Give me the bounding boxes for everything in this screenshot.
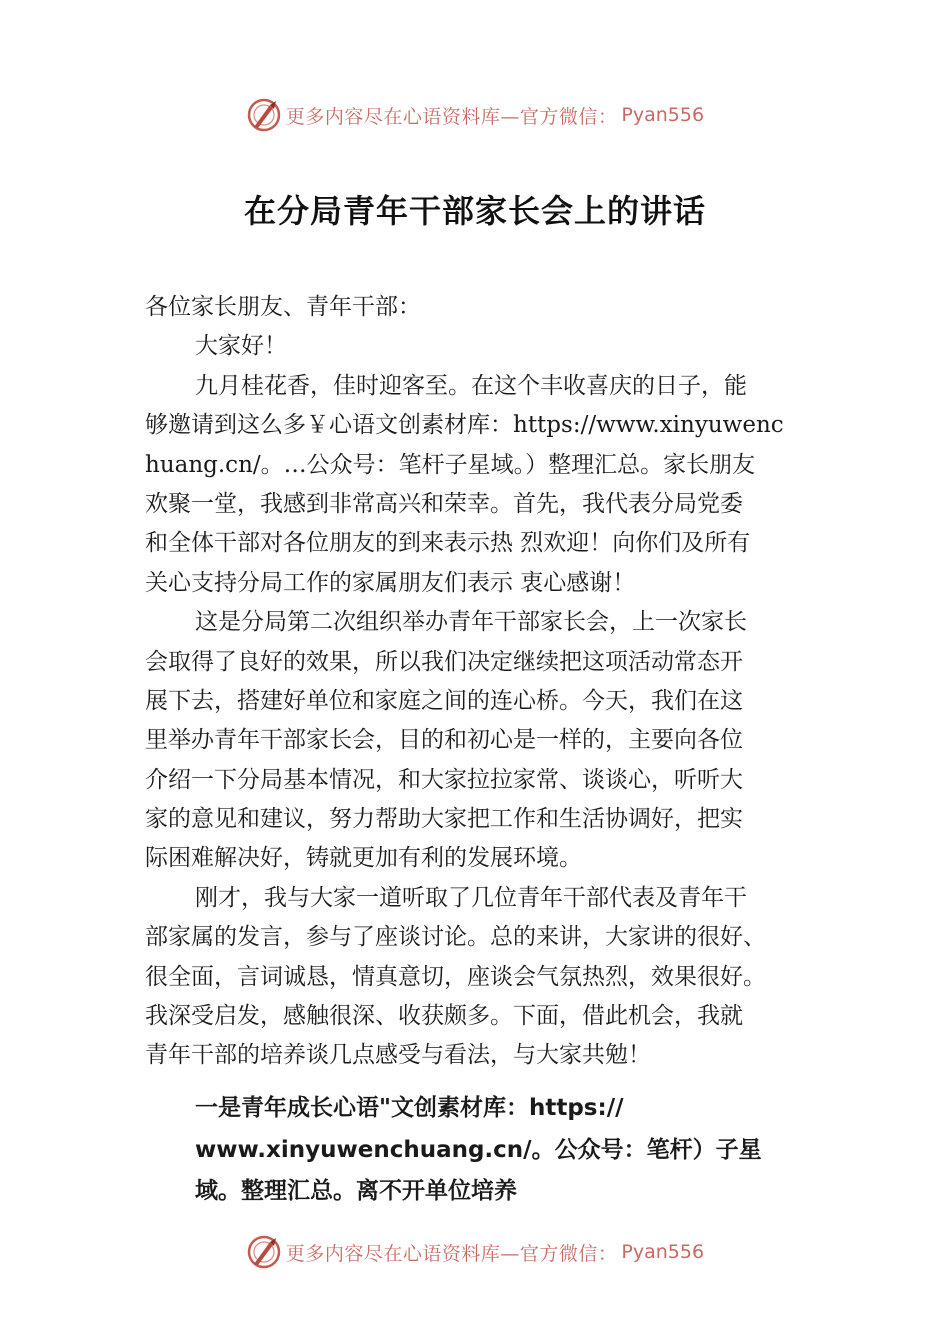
footer-banner bbox=[0, 1232, 950, 1272]
body-line: 部家属的发言，参与了座谈讨论。总的来讲，大家讲的很好、 bbox=[145, 924, 766, 951]
body-line: 际困难解决好，铸就更加有利的发展环境。 bbox=[145, 845, 582, 872]
section-heading bbox=[195, 1088, 835, 1213]
header-banner bbox=[0, 95, 950, 135]
body-line: 家的意见和建议，努力帮助大家把工作和生活协调好，把实 bbox=[145, 806, 743, 833]
body-line: 刚才，我与大家一道听取了几位青年干部代表及青年干 bbox=[195, 884, 747, 911]
body-line: huang.cn/。…公众号：笔杆子星域。）整理汇总。家长朋友 bbox=[145, 451, 756, 478]
greeting: 大家好！ bbox=[195, 333, 287, 360]
quill-pen-logo-icon bbox=[246, 1234, 282, 1270]
body-line: 介绍一下分局基本情况，和大家拉拉家常、谈谈心，听听大 bbox=[145, 766, 743, 793]
body-line: 和全体干部对各位朋友的到来表示热 烈欢迎！向你们及所有 bbox=[145, 530, 751, 557]
section-heading-line: www.xinyuwenchuang.cn/。公众号：笔杆）子星 bbox=[195, 1136, 762, 1163]
body-line: 这是分局第二次组织举办青年干部家长会，上一次家长 bbox=[195, 609, 747, 636]
body-line: 关心支持分局工作的家属朋友们表示 衷心感谢！ bbox=[145, 569, 636, 596]
body-line: 欢聚一堂，我感到非常高兴和荣幸。首先，我代表分局党委 bbox=[145, 490, 743, 517]
body-line: 很全面，言词诚恳，情真意切，座谈会气氛热烈，效果很好。 bbox=[145, 963, 766, 990]
body-line: 青年干部的培养谈几点感受与看法，与大家共勉！ bbox=[145, 1042, 651, 1069]
page-title: 在分局青年干部家长会上的讲话 bbox=[243, 192, 706, 230]
body-line: 够邀请到这么多￥心语文创素材库：https://www.xinyuwenc bbox=[145, 412, 784, 439]
section-heading-line: 域。整理汇总。离不开单位培养 bbox=[195, 1178, 517, 1204]
quill-pen-logo-icon bbox=[246, 97, 282, 133]
banner-text: 更多内容尽在心语资料库—官方微信： bbox=[285, 1242, 618, 1265]
banner-text: 更多内容尽在心语资料库—官方微信： bbox=[285, 105, 618, 128]
document-body bbox=[145, 288, 825, 1076]
body-line: 展下去，搭建好单位和家庭之间的连心桥。今天，我们在这 bbox=[145, 687, 743, 714]
wechat-id: Pyan556 bbox=[621, 1241, 705, 1263]
body-line: 会取得了良好的效果，所以我们决定继续把这项活动常态开 bbox=[145, 648, 743, 675]
body-line: 我深受启发，感触很深、收获颇多。下面，借此机会，我就 bbox=[145, 1003, 743, 1030]
salutation: 各位家长朋友、青年干部： bbox=[145, 294, 421, 320]
body-line: 里举办青年干部家长会，目的和初心是一样的，主要向各位 bbox=[145, 727, 743, 754]
wechat-id: Pyan556 bbox=[621, 104, 705, 126]
body-line: 九月桂花香，佳时迎客至。在这个丰收喜庆的日子，能 bbox=[195, 372, 747, 399]
section-heading-line: 一是青年成长心语"文创素材库：https:// bbox=[195, 1095, 624, 1121]
